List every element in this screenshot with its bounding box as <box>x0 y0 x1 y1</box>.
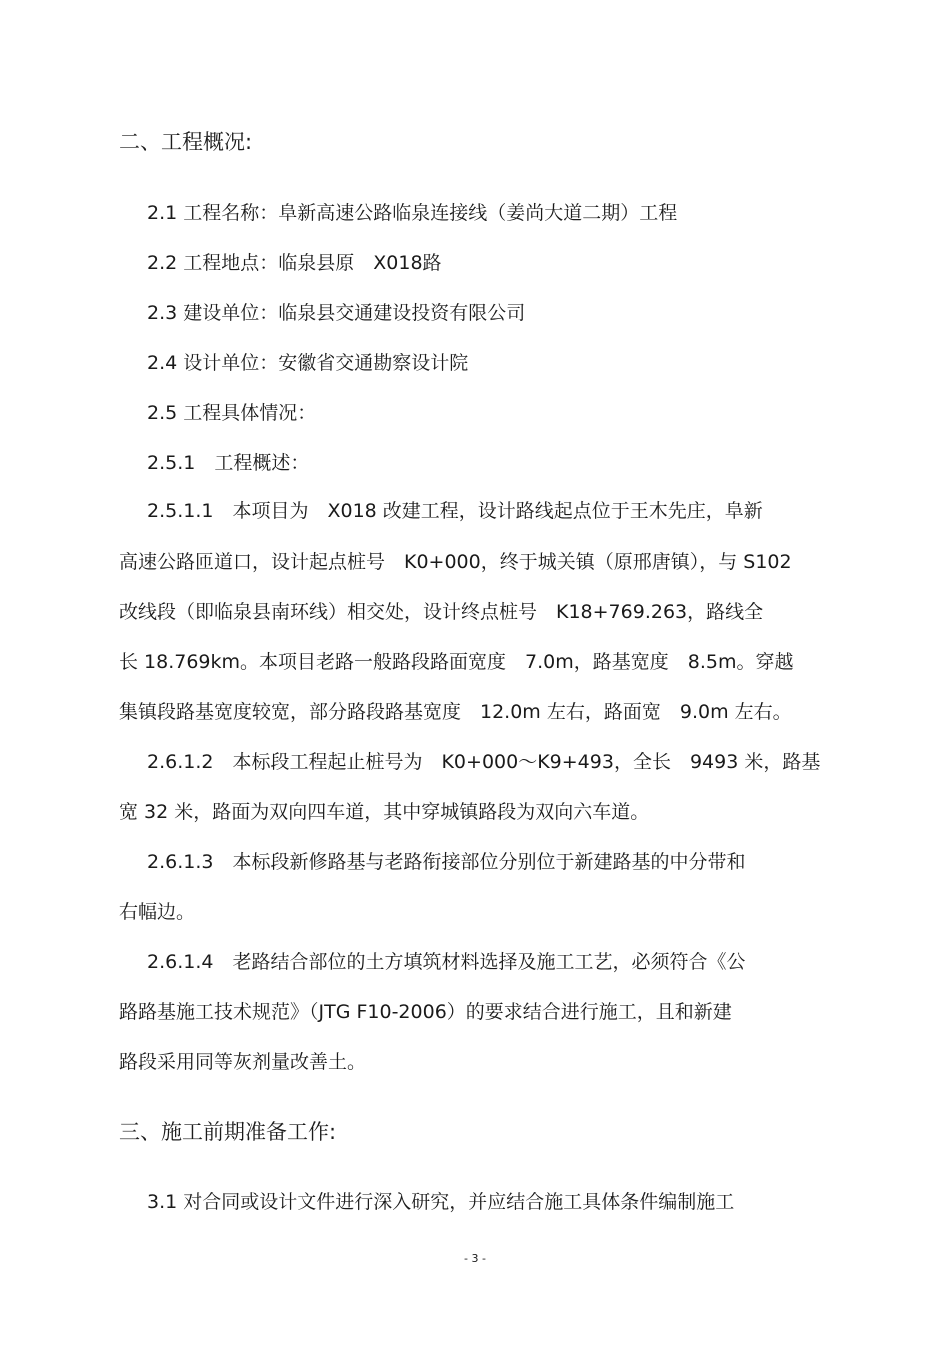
text-line: 2.6.1.4 老路结合部位的土方填筑材料选择及施工工艺，必须符合《公 <box>147 951 746 973</box>
text-line: 2.6.1.3 本标段新修路基与老路衔接部位分别位于新建路基的中分带和 <box>147 851 746 873</box>
text-line: 2.5 工程具体情况： <box>147 402 317 424</box>
text-line: 高速公路匝道口，设计起点桩号 K0+000，终于城关镇（原邢唐镇），与 S102 <box>119 551 792 573</box>
text-line: 2.4 设计单位：安徽省交通勘察设计院 <box>147 352 469 374</box>
text-line: 集镇段路基宽度较宽，部分路段路基宽度 12.0m 左右，路面宽 9.0m 左右。 <box>119 701 792 723</box>
text-line: 3.1 对合同或设计文件进行深入研究，并应结合施工具体条件编制施工 <box>147 1191 735 1213</box>
text-line: 路段采用同等灰剂量改善土。 <box>119 1051 367 1073</box>
text-line: 右幅边。 <box>119 901 196 923</box>
text-line: 2.6.1.2 本标段工程起止桩号为 K0+000～K9+493，全长 9493 米，路基 <box>147 751 821 773</box>
text-line: 宽 32 米，路面为双向四车道，其中穿城镇路段为双向六车道。 <box>119 801 650 823</box>
page-number: - 3 - <box>464 1252 486 1265</box>
section-heading-3: 三、施工前期准备工作: <box>119 1120 337 1144</box>
text-line: 长 18.769km。本项目老路一般路段路面宽度 7.0m，路基宽度 8.5m。穿越 <box>119 651 794 673</box>
text-line: 路路基施工技术规范》（JTG F10-2006）的要求结合进行施工，且和新建 <box>119 1001 732 1023</box>
text-line: 2.1 工程名称：阜新高速公路临泉连接线（姜尚大道二期）工程 <box>147 202 678 224</box>
text-line: 2.5.1.1 本项目为 X018 改建工程，设计路线起点位于王木先庄，阜新 <box>147 500 763 522</box>
text-line: 2.2 工程地点：临泉县原 X018路 <box>147 252 442 274</box>
text-line: 2.3 建设单位：临泉县交通建设投资有限公司 <box>147 302 526 324</box>
text-line: 改线段（即临泉县南环线）相交处，设计终点桩号 K18+769.263，路线全 <box>119 601 764 623</box>
section-heading-2: 二、工程概况: <box>119 130 253 154</box>
text-line: 2.5.1 工程概述： <box>147 452 310 474</box>
